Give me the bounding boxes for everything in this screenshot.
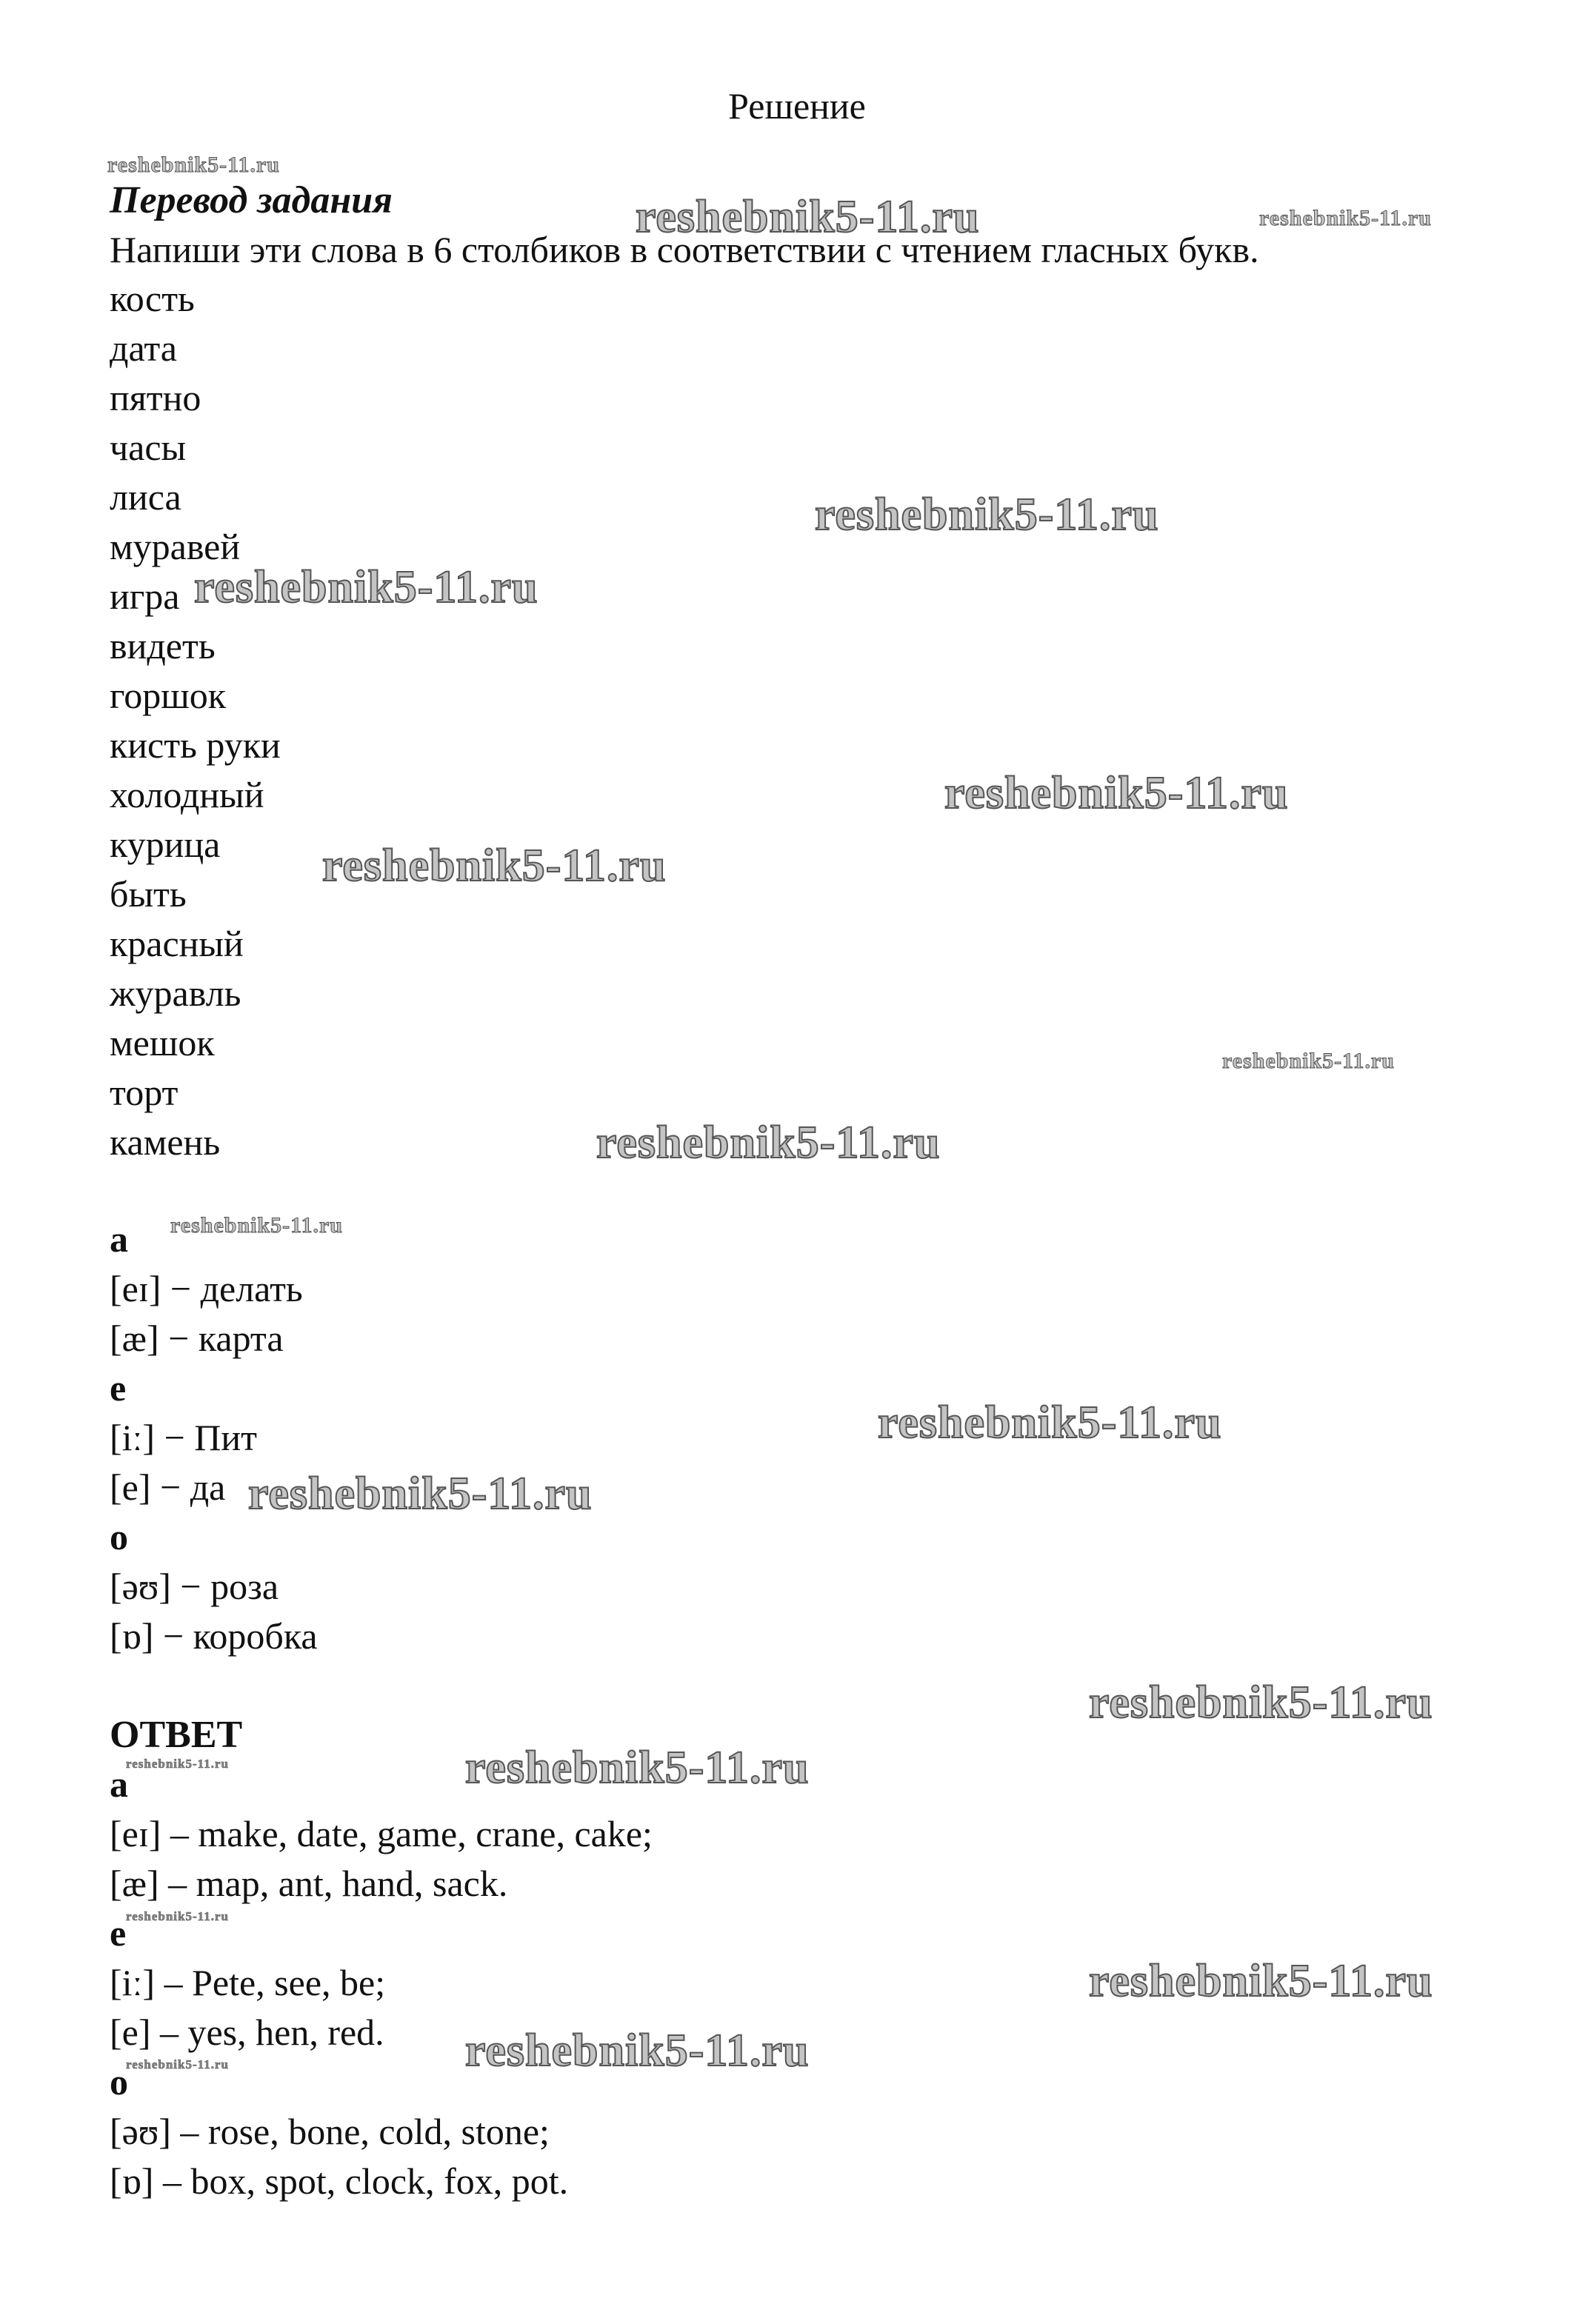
- answer-a-ei: [eɪ] – make, date, game, crane, cake;: [110, 1813, 653, 1854]
- watermark: reshebnik5-11.ru: [170, 1213, 343, 1238]
- list-item: муравей: [110, 526, 241, 567]
- watermark: reshebnik5-11.ru: [126, 1757, 229, 1771]
- watermark: reshebnik5-11.ru: [878, 1398, 1222, 1448]
- answer-a-ae: [æ] – map, ant, hand, sack.: [110, 1863, 508, 1904]
- watermark: reshebnik5-11.ru: [596, 1118, 941, 1168]
- key-o-ou: [əʊ] − роза: [110, 1566, 279, 1607]
- list-item: видеть: [110, 625, 216, 667]
- answer-heading: ОТВЕТ: [110, 1714, 243, 1756]
- answer-block: [110, 1760, 653, 2206]
- list-item: холодный: [110, 774, 264, 815]
- key-letter-e: e: [110, 1367, 127, 1409]
- word-list: [110, 274, 281, 1167]
- watermark: reshebnik5-11.ru: [465, 1743, 810, 1793]
- watermark: reshebnik5-11.ru: [194, 562, 538, 612]
- watermark: reshebnik5-11.ru: [815, 490, 1159, 540]
- watermark: reshebnik5-11.ru: [126, 1909, 229, 1923]
- key-e-ii: [iː] − Пит: [110, 1417, 257, 1458]
- watermark: reshebnik5-11.ru: [126, 2057, 229, 2071]
- list-item: журавль: [110, 972, 241, 1014]
- watermark: reshebnik5-11.ru: [107, 153, 280, 177]
- key-a-ae: [æ] − карта: [110, 1318, 284, 1359]
- list-item: красный: [110, 923, 244, 964]
- answer-letter-o: o: [110, 2061, 128, 2103]
- watermark: reshebnik5-11.ru: [1089, 1677, 1433, 1728]
- answer-o-ou: [əʊ] – rose, bone, cold, stone;: [110, 2111, 550, 2152]
- list-item: лиса: [110, 476, 181, 518]
- watermark: reshebnik5-11.ru: [465, 2026, 810, 2076]
- answer-o-o: [ɒ] – box, spot, clock, fox, pot.: [110, 2160, 569, 2202]
- key-a-ei: [eɪ] − делать: [110, 1268, 303, 1309]
- list-item: пятно: [110, 377, 201, 418]
- key-e-e: [e] − да: [110, 1466, 226, 1508]
- list-item: дата: [110, 327, 177, 369]
- key-letter-a: a: [110, 1218, 128, 1260]
- translation-heading: Перевод задания: [110, 179, 393, 221]
- key-o-o: [ɒ] − коробка: [110, 1615, 318, 1657]
- list-item: игра: [110, 575, 180, 617]
- list-item: торт: [110, 1072, 179, 1113]
- answer-letter-a: a: [110, 1763, 128, 1805]
- answer-e-e: [e] – yes, hen, red.: [110, 2011, 384, 2053]
- key-letter-o: o: [110, 1516, 128, 1557]
- list-item: быть: [110, 873, 187, 915]
- list-item: камень: [110, 1121, 221, 1163]
- page-title: Решение: [728, 85, 866, 127]
- watermark: reshebnik5-11.ru: [1259, 206, 1432, 230]
- vowel-key: [110, 1215, 318, 1661]
- watermark: reshebnik5-11.ru: [248, 1469, 593, 1519]
- answer-e-ii: [iː] – Pete, see, be;: [110, 1962, 386, 2003]
- list-item: мешок: [110, 1022, 215, 1064]
- list-item: курица: [110, 824, 221, 865]
- watermark: reshebnik5-11.ru: [944, 768, 1289, 818]
- list-item: кисть руки: [110, 724, 281, 766]
- list-item: горшок: [110, 675, 227, 716]
- answer-letter-e: e: [110, 1912, 127, 1954]
- instruction-text: Напиши эти слова в 6 столбиков в соответствии с чтением гласных букв.: [110, 229, 1259, 270]
- watermark: reshebnik5-11.ru: [1089, 1956, 1433, 2006]
- watermark: reshebnik5-11.ru: [322, 841, 667, 891]
- list-item: часы: [110, 427, 187, 468]
- watermark: reshebnik5-11.ru: [636, 192, 980, 242]
- watermark: reshebnik5-11.ru: [1222, 1049, 1395, 1073]
- list-item: кость: [110, 278, 195, 319]
